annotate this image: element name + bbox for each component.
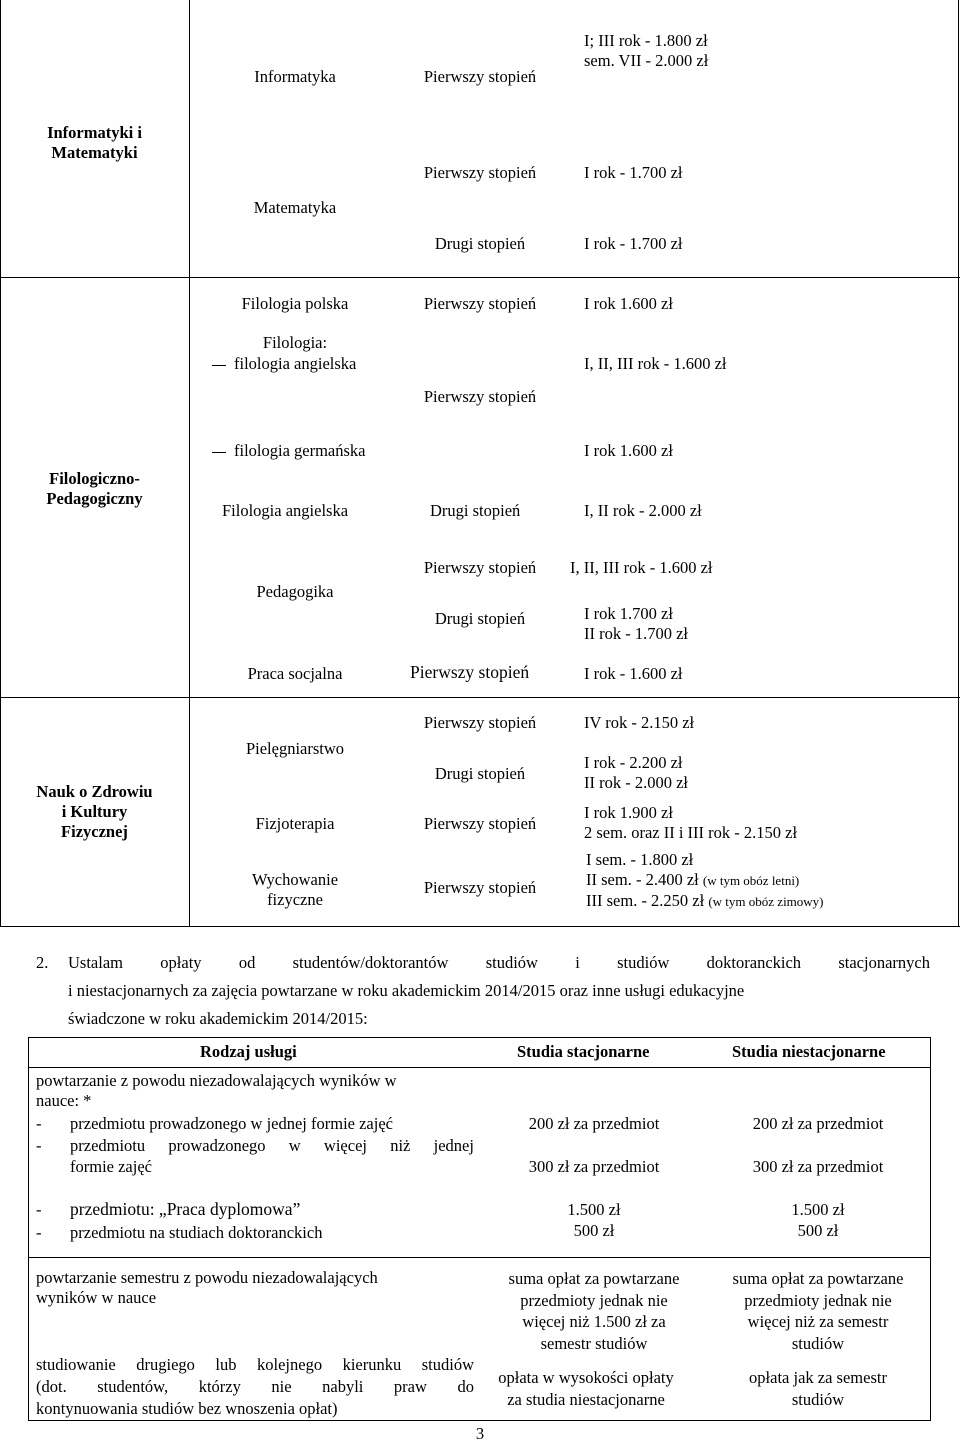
study-level: Drugi stopień bbox=[434, 609, 526, 628]
fee: I rok - 1.600 zł bbox=[584, 664, 683, 683]
field-name: Filologia polska bbox=[241, 294, 349, 313]
table2-line bbox=[28, 1420, 931, 1421]
study-level: Pierwszy stopień bbox=[423, 878, 537, 897]
service-item: - bbox=[36, 1114, 42, 1133]
table2-line bbox=[930, 1037, 931, 1421]
fee: IV rok - 2.150 zł bbox=[584, 713, 695, 732]
fee-nonstationary: 500 zł bbox=[797, 1221, 839, 1240]
field-name: Pielęgniarstwo bbox=[245, 739, 345, 758]
service-text: (dot. studentów, którzy nie nabyli praw do bbox=[36, 1377, 474, 1396]
fee-nonstationary: 300 zł za przedmiot bbox=[752, 1157, 884, 1176]
study-level: Drugi stopień bbox=[430, 501, 521, 520]
field-name: Fizjoterapia bbox=[255, 814, 335, 833]
dash-icon bbox=[212, 365, 226, 366]
study-level: Pierwszy stopień bbox=[423, 294, 537, 313]
page-number: 3 bbox=[475, 1424, 485, 1443]
fee: I rok 1.600 zł bbox=[584, 294, 673, 313]
fee: I rok - 1.700 zł bbox=[584, 234, 683, 253]
service-item: przedmiotu na studiach doktoranckich bbox=[70, 1223, 323, 1242]
fee: I; III rok - 1.800 zł sem. VII - 2.000 zł bbox=[584, 31, 709, 70]
dash-icon bbox=[212, 452, 226, 453]
study-level: Pierwszy stopień bbox=[423, 387, 537, 406]
table1-line bbox=[0, 926, 960, 927]
table1-line bbox=[0, 277, 960, 278]
fee-stationary: opłata w wysokości opłaty za studia niestacjonarne bbox=[498, 1368, 674, 1409]
table2-line bbox=[28, 1067, 931, 1068]
service-title: powtarzanie z powodu niezadowalających wyników w nauce: * bbox=[36, 1071, 397, 1110]
fee-nonstationary: 200 zł za przedmiot bbox=[752, 1114, 884, 1133]
service-item: - bbox=[36, 1136, 42, 1155]
section-text: świadczone w roku akademickim 2014/2015: bbox=[68, 1009, 368, 1028]
service-text: studiowanie drugiego lub kolejnego kierunku studiów bbox=[36, 1355, 474, 1374]
field-name: Praca socjalna bbox=[247, 664, 343, 683]
faculty-philology: Filologiczno- Pedagogiczny bbox=[46, 469, 143, 508]
table2-line bbox=[28, 1037, 29, 1421]
fee-nonstationary: 1.500 zł bbox=[791, 1200, 845, 1219]
table1-line bbox=[189, 0, 190, 927]
fee: I rok - 2.200 zł II rok - 2.000 zł bbox=[584, 753, 689, 792]
faculty-health: Nauk o Zdrowiu i Kultury Fizycznej bbox=[36, 782, 153, 841]
service-item: przedmiotu: „Praca dyplomowa” bbox=[70, 1199, 301, 1219]
study-level: Pierwszy stopień bbox=[423, 163, 537, 182]
service-item: - bbox=[36, 1200, 42, 1219]
study-level: Pierwszy stopień bbox=[423, 814, 537, 833]
study-level: Pierwszy stopień bbox=[423, 713, 537, 732]
study-level: Pierwszy stopień bbox=[410, 662, 530, 682]
header-stationary: Studia stacjonarne bbox=[517, 1042, 650, 1061]
fee-stationary: suma opłat za powtarzane przedmioty jednak nie więcej niż 1.500 zł za semestr studiów bbox=[508, 1269, 680, 1353]
table2-line bbox=[28, 1037, 931, 1038]
fee: I rok - 1.700 zł bbox=[584, 163, 683, 182]
field-name: Informatyka bbox=[254, 67, 336, 86]
field-name: Pedagogika bbox=[256, 582, 334, 601]
fee-stationary: 1.500 zł bbox=[567, 1200, 621, 1219]
faculty-informatics: Informatyki i Matematyki bbox=[47, 123, 142, 162]
service-item: formie zajęć bbox=[70, 1157, 152, 1176]
study-level: Drugi stopień bbox=[434, 764, 526, 783]
fee: I, II, III rok - 1.600 zł bbox=[570, 558, 713, 577]
field-name: Filologia angielska bbox=[222, 501, 349, 520]
field-name: Matematyka bbox=[253, 198, 337, 217]
fee-nonstationary: suma opłat za powtarzane przedmioty jednak nie więcej niż za semestr studiów bbox=[732, 1269, 904, 1353]
study-level: Drugi stopień bbox=[434, 234, 526, 253]
service-text: powtarzanie semestru z powodu niezadowalających wyników w nauce bbox=[36, 1268, 378, 1307]
table2-line bbox=[28, 1257, 931, 1258]
sub-field: filologia angielska bbox=[212, 354, 356, 374]
study-level: Pierwszy stopień bbox=[423, 558, 537, 577]
field-name: Filologia: bbox=[262, 333, 328, 352]
table1-line bbox=[958, 0, 959, 927]
fee: I rok 1.900 zł 2 sem. oraz II i III rok - 2.150 zł bbox=[584, 803, 798, 842]
service-text: kontynuowania studiów bez wnoszenia opłat) bbox=[36, 1399, 338, 1418]
fee-nonstationary: opłata jak za semestr studiów bbox=[749, 1368, 887, 1409]
header-nonstationary: Studia niestacjonarne bbox=[732, 1042, 886, 1061]
fee: I, II rok - 2.000 zł bbox=[584, 501, 702, 520]
section-number: 2. bbox=[36, 953, 49, 972]
service-item: przedmiotu prowadzonego w jednej formie zajęć bbox=[70, 1114, 393, 1133]
fee: I rok 1.600 zł bbox=[584, 441, 673, 460]
fee: I, II, III rok - 1.600 zł bbox=[584, 354, 727, 373]
field-name: Wychowanie fizyczne bbox=[251, 870, 339, 909]
fee: I sem. - 1.800 zł II sem. - 2.400 zł (w tym obóz letni) III sem. - 2.250 zł (w tym obóz zimowy) bbox=[586, 850, 824, 910]
service-item: przedmiotu prowadzonego w więcej niż jednej bbox=[70, 1136, 474, 1155]
service-item: - bbox=[36, 1223, 42, 1242]
sub-field: filologia germańska bbox=[212, 441, 366, 461]
table1-line bbox=[0, 697, 960, 698]
fee-stationary: 500 zł bbox=[573, 1221, 615, 1240]
header-service: Rodzaj usługi bbox=[200, 1042, 297, 1061]
fee-stationary: 200 zł za przedmiot bbox=[528, 1114, 660, 1133]
fee-stationary: 300 zł za przedmiot bbox=[528, 1157, 660, 1176]
section-text: Ustalam opłaty od studentów/doktorantów studiów i studiów doktoranckich stacjonarnych bbox=[68, 953, 930, 972]
study-level: Pierwszy stopień bbox=[423, 67, 537, 86]
fee: I rok 1.700 zł II rok - 1.700 zł bbox=[584, 604, 689, 643]
section-text: i niestacjonarnych za zajęcia powtarzane w roku akademickim 2014/2015 oraz inne usługi edukacyjne bbox=[68, 981, 745, 1000]
